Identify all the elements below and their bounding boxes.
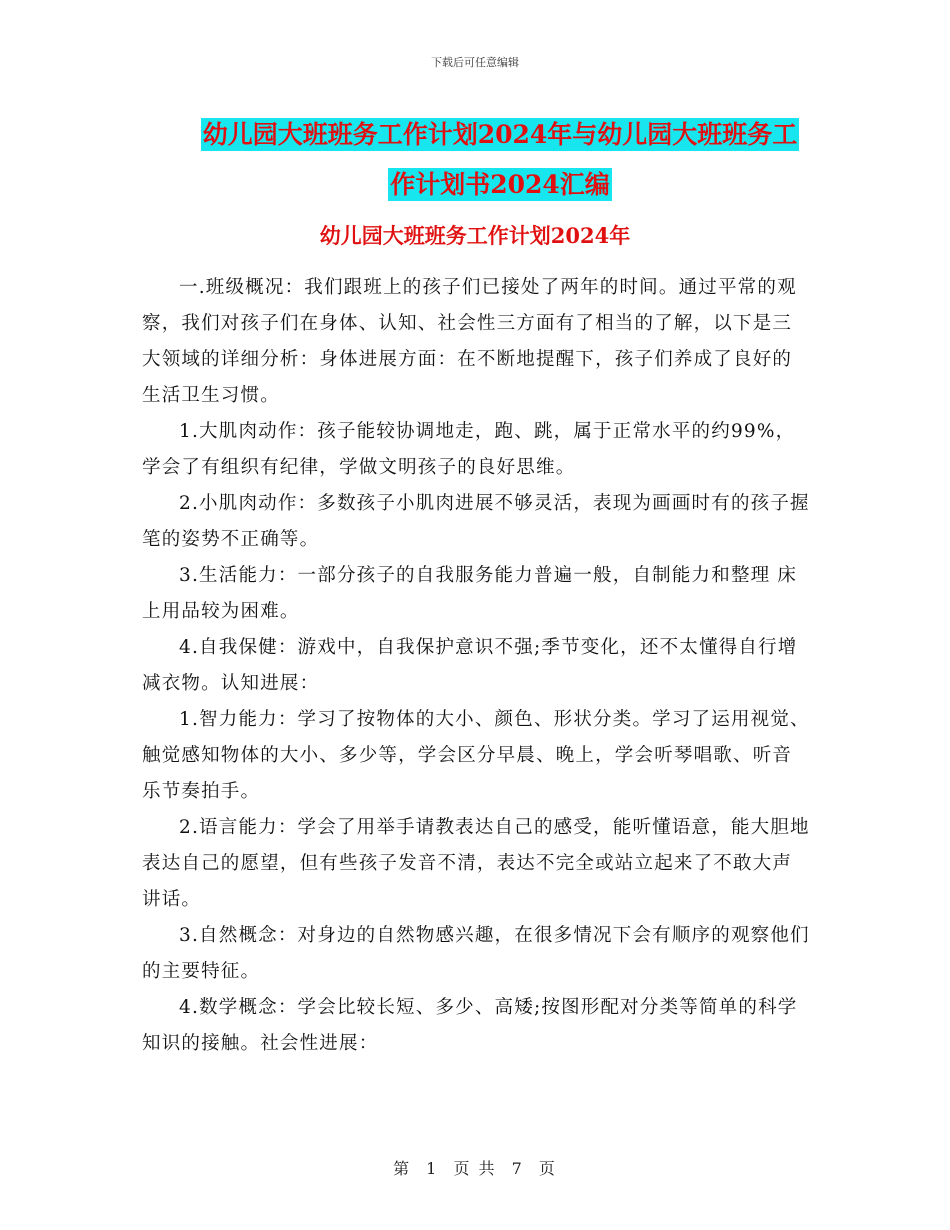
page-total: 7 xyxy=(511,1159,524,1178)
section-title: 幼儿园大班班务工作计划2024年 xyxy=(319,223,631,248)
paragraph-fine-motor: 2.小肌肉动作：多数孩子小肌肉进展不够灵活，表现为画画时有的孩子握笔的姿势不正确等。 xyxy=(142,493,810,550)
title-line-2: 作计划书2024汇编 xyxy=(390,170,610,199)
paragraph-life-skills: 3.生活能力：一部分孩子的自我服务能力普遍一般，自制能力和整理 床上用品较为困难。 xyxy=(142,565,798,622)
paragraph-gross-motor: 1.大肌肉动作：孩子能较协调地走，跑、跳，属于正常水平的约99%，学会了有组织有纪律，学做文明孩子的良好思维。 xyxy=(142,421,796,478)
paragraph-class-overview: 一.班级概况：我们跟班上的孩子们已接处了两年的时间。通过平常的观察，我们对孩子们在身体、认知、社会性三方面有了相当的了解，以下是三大领域的详细分析：身体进展方面：在不断地提醒下，孩子们养成了良好的生活卫生习惯。 xyxy=(142,277,797,406)
paragraph-intelligence: 1.智力能力：学习了按物体的大小、颜色、形状分类。学习了运用视觉、触觉感知物体的大小、多少等，学会区分早晨、晚上，学会听琴唱歌、听音乐节奏拍手。 xyxy=(142,709,810,802)
body-text xyxy=(142,270,810,1062)
footer-prefix: 第 xyxy=(393,1159,412,1178)
paragraph-nature: 3.自然概念：对身边的自然物感兴趣，在很多情况下会有顺序的观察他们的主要特征。 xyxy=(142,925,810,982)
paragraph-language: 2.语言能力：学会了用举手请教表达自己的感受，能听懂语意，能大胆地表达自己的愿望，但有些孩子发音不清，表达不完全或站立起来了不敢大声讲话。 xyxy=(142,817,810,910)
page-footer xyxy=(0,1156,950,1179)
paragraph-math: 4.数学概念：学会比较长短、多少、高矮;按图形配对分类等简单的科学知识的接触。社会性进展： xyxy=(142,997,798,1054)
paragraph-self-care: 4.自我保健：游戏中，自我保护意识不强;季节变化，还不太懂得自行增减衣物。认知进展： xyxy=(142,637,798,694)
footer-mid: 页 共 xyxy=(453,1159,497,1178)
document-title xyxy=(140,110,860,210)
title-line-1: 幼儿园大班班务工作计划2024年与幼儿园大班班务工 xyxy=(202,120,798,149)
header-note: 下载后可任意编辑 xyxy=(431,56,519,69)
footer-suffix: 页 xyxy=(538,1159,557,1178)
page-number: 1 xyxy=(426,1159,439,1178)
